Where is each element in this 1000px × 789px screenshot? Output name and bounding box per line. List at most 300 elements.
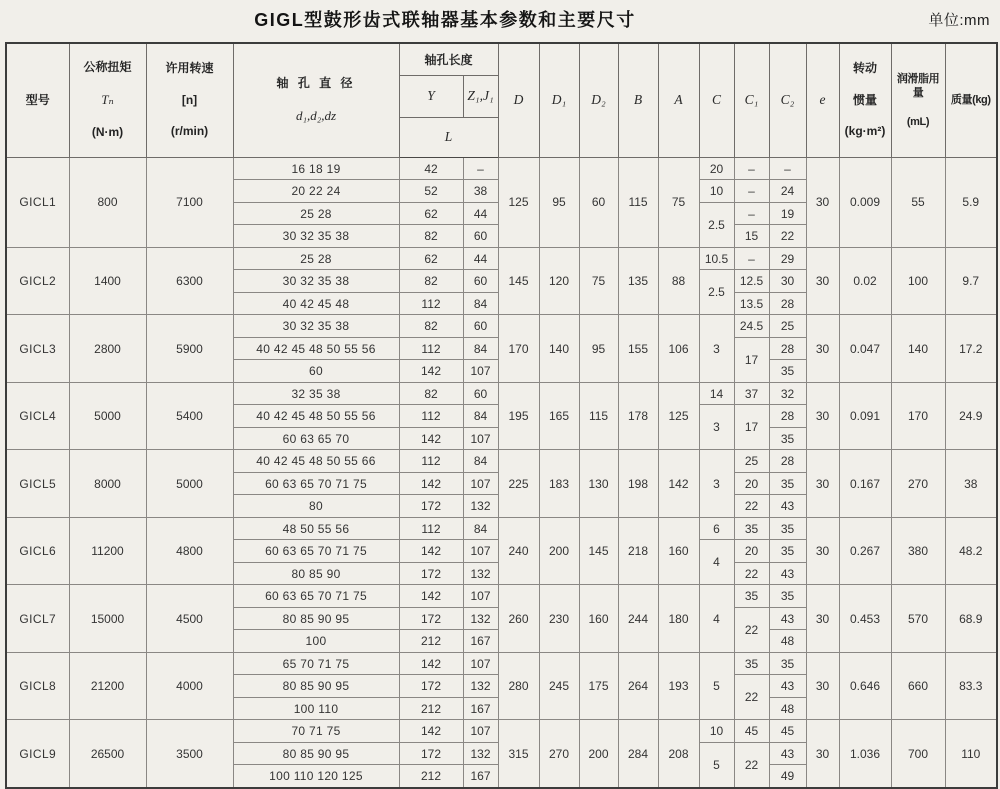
col-header-mass: 质量(kg): [945, 43, 997, 157]
col-header-Y: Y: [399, 76, 463, 118]
cell-A: 180: [658, 585, 699, 653]
col-header-bore-length: 轴孔长度: [399, 43, 498, 76]
cell-C: 3: [699, 450, 734, 518]
cell-C: 2.5: [699, 202, 734, 247]
cell-D: 225: [498, 450, 539, 518]
cell-bore-diameters: 40 42 45 48: [233, 292, 399, 315]
cell-length-Z1J1: 132: [463, 562, 498, 585]
bore-diameter-symbols: d₁,d₂,dz: [295, 107, 337, 123]
cell-C2: 32: [769, 382, 806, 405]
cell-torque: 1400: [69, 247, 146, 315]
cell-bore-diameters: 70 71 75: [233, 720, 399, 743]
torque-unit: (N·m): [91, 125, 124, 140]
cell-length-Y: 212: [399, 765, 463, 788]
cell-A: 125: [658, 382, 699, 450]
cell-length-Z1J1: –: [463, 157, 498, 180]
cell-bore-diameters: 40 42 45 48 50 55 56: [233, 337, 399, 360]
cell-C2: 28: [769, 450, 806, 473]
cell-C2: 35: [769, 652, 806, 675]
cell-length-Y: 112: [399, 405, 463, 428]
col-header-B: B: [618, 43, 658, 157]
cell-inertia: 1.036: [839, 720, 891, 788]
cell-C2: 28: [769, 405, 806, 428]
cell-bore-diameters: 30 32 35 38: [233, 225, 399, 248]
cell-D: 280: [498, 652, 539, 720]
cell-C: 2.5: [699, 270, 734, 315]
table-row: [6, 585, 997, 608]
cell-C1: –: [734, 202, 769, 225]
cell-bore-diameters: 60 63 65 70 71 75: [233, 472, 399, 495]
cell-speed: 4800: [146, 517, 233, 585]
cell-C2: 48: [769, 630, 806, 653]
cell-D1: 270: [539, 720, 579, 788]
col-header-torque: [69, 43, 146, 157]
cell-length-Y: 172: [399, 742, 463, 765]
cell-length-Y: 82: [399, 382, 463, 405]
table-body: [6, 157, 997, 788]
cell-bore-diameters: 80 85 90 95: [233, 607, 399, 630]
cell-D1: 95: [539, 157, 579, 247]
cell-length-Z1J1: 132: [463, 675, 498, 698]
cell-C1: –: [734, 157, 769, 180]
cell-speed: 5900: [146, 315, 233, 383]
cell-inertia: 0.009: [839, 157, 891, 247]
cell-mass: 17.2: [945, 315, 997, 383]
cell-C2: 35: [769, 517, 806, 540]
cell-bore-diameters: 60 63 65 70: [233, 427, 399, 450]
cell-C1: 35: [734, 585, 769, 608]
cell-torque: 26500: [69, 720, 146, 788]
cell-bore-diameters: 30 32 35 38: [233, 270, 399, 293]
cell-C: 10: [699, 720, 734, 743]
cell-e: 30: [806, 585, 839, 653]
cell-length-Z1J1: 132: [463, 495, 498, 518]
cell-length-Z1J1: 107: [463, 540, 498, 563]
cell-bore-diameters: 65 70 71 75: [233, 652, 399, 675]
cell-inertia: 0.267: [839, 517, 891, 585]
cell-C: 10.5: [699, 247, 734, 270]
cell-B: 244: [618, 585, 658, 653]
cell-speed: 4500: [146, 585, 233, 653]
cell-length-Y: 142: [399, 360, 463, 383]
cell-C: 4: [699, 585, 734, 653]
cell-D2: 145: [579, 517, 618, 585]
cell-length-Z1J1: 167: [463, 630, 498, 653]
cell-B: 178: [618, 382, 658, 450]
cell-speed: 7100: [146, 157, 233, 247]
cell-C2: 43: [769, 607, 806, 630]
cell-C1: 35: [734, 652, 769, 675]
cell-mass: 9.7: [945, 247, 997, 315]
cell-D: 315: [498, 720, 539, 788]
cell-C2: 25: [769, 315, 806, 338]
cell-torque: 2800: [69, 315, 146, 383]
cell-C1: 15: [734, 225, 769, 248]
cell-bore-diameters: 20 22 24: [233, 180, 399, 203]
cell-C1: –: [734, 247, 769, 270]
cell-model: GICL9: [6, 720, 69, 788]
cell-A: 142: [658, 450, 699, 518]
cell-C2: 35: [769, 427, 806, 450]
cell-C1: 22: [734, 562, 769, 585]
cell-length-Z1J1: 167: [463, 697, 498, 720]
cell-C2: 28: [769, 292, 806, 315]
cell-mass: 38: [945, 450, 997, 518]
cell-model: GICL6: [6, 517, 69, 585]
cell-length-Z1J1: 107: [463, 652, 498, 675]
cell-length-Z1J1: 60: [463, 225, 498, 248]
cell-model: GICL7: [6, 585, 69, 653]
cell-D2: 115: [579, 382, 618, 450]
cell-C2: 43: [769, 742, 806, 765]
cell-D1: 245: [539, 652, 579, 720]
table-row: [6, 450, 997, 473]
cell-grease: 140: [891, 315, 945, 383]
cell-e: 30: [806, 517, 839, 585]
col-header-D1: D₁: [539, 43, 579, 157]
cell-length-Z1J1: 84: [463, 292, 498, 315]
cell-C2: 28: [769, 337, 806, 360]
cell-C2: –: [769, 157, 806, 180]
cell-C2: 48: [769, 697, 806, 720]
cell-grease: 170: [891, 382, 945, 450]
cell-B: 115: [618, 157, 658, 247]
col-header-L: L: [399, 117, 498, 157]
cell-C1: 35: [734, 517, 769, 540]
cell-D: 240: [498, 517, 539, 585]
cell-grease: 570: [891, 585, 945, 653]
cell-A: 193: [658, 652, 699, 720]
col-header-model: 型号: [6, 43, 69, 157]
cell-D2: 60: [579, 157, 618, 247]
cell-length-Z1J1: 84: [463, 337, 498, 360]
cell-torque: 11200: [69, 517, 146, 585]
cell-C1: 24.5: [734, 315, 769, 338]
cell-bore-diameters: 80 85 90: [233, 562, 399, 585]
cell-D: 195: [498, 382, 539, 450]
cell-bore-diameters: 48 50 55 56: [233, 517, 399, 540]
grease-unit: (mL): [906, 115, 930, 128]
cell-C2: 45: [769, 720, 806, 743]
cell-torque: 8000: [69, 450, 146, 518]
cell-speed: 5000: [146, 450, 233, 518]
page-title: GIGL型鼓形齿式联轴器基本参数和主要尺寸: [254, 10, 636, 30]
cell-D1: 230: [539, 585, 579, 653]
cell-D: 145: [498, 247, 539, 315]
cell-speed: 5400: [146, 382, 233, 450]
cell-D1: 140: [539, 315, 579, 383]
cell-inertia: 0.453: [839, 585, 891, 653]
cell-bore-diameters: 32 35 38: [233, 382, 399, 405]
unit-note: 单位:mm: [928, 12, 990, 29]
cell-length-Z1J1: 107: [463, 472, 498, 495]
cell-C: 3: [699, 315, 734, 383]
cell-mass: 83.3: [945, 652, 997, 720]
cell-speed: 3500: [146, 720, 233, 788]
cell-length-Y: 42: [399, 157, 463, 180]
cell-length-Y: 172: [399, 562, 463, 585]
cell-C1: 22: [734, 495, 769, 518]
cell-C1: 22: [734, 742, 769, 788]
cell-D1: 120: [539, 247, 579, 315]
cell-length-Y: 112: [399, 450, 463, 473]
cell-grease: 55: [891, 157, 945, 247]
cell-C2: 29: [769, 247, 806, 270]
cell-C1: 22: [734, 675, 769, 720]
cell-length-Z1J1: 60: [463, 270, 498, 293]
cell-B: 264: [618, 652, 658, 720]
cell-bore-diameters: 80 85 90 95: [233, 742, 399, 765]
cell-D: 170: [498, 315, 539, 383]
cell-C2: 19: [769, 202, 806, 225]
torque-symbol: Tₙ: [101, 91, 114, 107]
speed-label: 许用转速: [165, 60, 214, 75]
parameters-table: [5, 42, 998, 789]
cell-torque: 21200: [69, 652, 146, 720]
cell-inertia: 0.167: [839, 450, 891, 518]
cell-e: 30: [806, 450, 839, 518]
cell-A: 106: [658, 315, 699, 383]
cell-grease: 100: [891, 247, 945, 315]
cell-C2: 43: [769, 562, 806, 585]
cell-e: 30: [806, 157, 839, 247]
cell-torque: 5000: [69, 382, 146, 450]
cell-length-Y: 112: [399, 517, 463, 540]
cell-length-Z1J1: 107: [463, 720, 498, 743]
col-header-C1: C₁: [734, 43, 769, 157]
cell-length-Y: 52: [399, 180, 463, 203]
table-row: [6, 517, 997, 540]
cell-length-Z1J1: 44: [463, 202, 498, 225]
cell-length-Z1J1: 107: [463, 427, 498, 450]
cell-C2: 30: [769, 270, 806, 293]
cell-model: GICL8: [6, 652, 69, 720]
cell-length-Z1J1: 84: [463, 517, 498, 540]
grease-label: 润滑脂用量: [896, 72, 940, 99]
cell-C1: 20: [734, 472, 769, 495]
cell-length-Y: 212: [399, 630, 463, 653]
cell-A: 208: [658, 720, 699, 788]
cell-bore-diameters: 100: [233, 630, 399, 653]
cell-length-Z1J1: 107: [463, 585, 498, 608]
cell-grease: 660: [891, 652, 945, 720]
cell-mass: 24.9: [945, 382, 997, 450]
col-header-grease: [891, 43, 945, 157]
cell-inertia: 0.646: [839, 652, 891, 720]
cell-bore-diameters: 25 28: [233, 202, 399, 225]
inertia-label-1: 转动: [853, 60, 878, 75]
table-row: [6, 382, 997, 405]
cell-length-Y: 82: [399, 315, 463, 338]
cell-C: 6: [699, 517, 734, 540]
cell-C: 20: [699, 157, 734, 180]
col-header-bore-diameter: [233, 43, 399, 157]
cell-model: GICL1: [6, 157, 69, 247]
cell-A: 75: [658, 157, 699, 247]
cell-C: 5: [699, 742, 734, 788]
cell-D1: 165: [539, 382, 579, 450]
cell-length-Y: 142: [399, 427, 463, 450]
cell-length-Y: 172: [399, 607, 463, 630]
cell-D: 260: [498, 585, 539, 653]
cell-grease: 380: [891, 517, 945, 585]
cell-bore-diameters: 16 18 19: [233, 157, 399, 180]
speed-symbol: [n]: [181, 92, 198, 107]
inertia-unit: (kg·m²): [844, 124, 886, 139]
table-row: [6, 157, 997, 180]
cell-speed: 4000: [146, 652, 233, 720]
cell-grease: 270: [891, 450, 945, 518]
cell-bore-diameters: 60 63 65 70 71 75: [233, 585, 399, 608]
cell-C2: 24: [769, 180, 806, 203]
col-header-speed: [146, 43, 233, 157]
cell-D2: 175: [579, 652, 618, 720]
cell-D2: 95: [579, 315, 618, 383]
col-header-inertia: [839, 43, 891, 157]
cell-C1: –: [734, 180, 769, 203]
cell-bore-diameters: 100 110: [233, 697, 399, 720]
cell-D2: 75: [579, 247, 618, 315]
cell-C2: 43: [769, 675, 806, 698]
cell-length-Z1J1: 60: [463, 315, 498, 338]
cell-bore-diameters: 80 85 90 95: [233, 675, 399, 698]
cell-length-Y: 82: [399, 270, 463, 293]
cell-mass: 110: [945, 720, 997, 788]
cell-D: 125: [498, 157, 539, 247]
cell-e: 30: [806, 720, 839, 788]
cell-model: GICL5: [6, 450, 69, 518]
cell-length-Y: 212: [399, 697, 463, 720]
cell-C: 10: [699, 180, 734, 203]
cell-D1: 183: [539, 450, 579, 518]
cell-e: 30: [806, 382, 839, 450]
cell-C1: 12.5: [734, 270, 769, 293]
cell-C2: 35: [769, 360, 806, 383]
cell-B: 198: [618, 450, 658, 518]
table-row: [6, 652, 997, 675]
cell-length-Y: 62: [399, 247, 463, 270]
cell-torque: 800: [69, 157, 146, 247]
cell-e: 30: [806, 315, 839, 383]
cell-C: 14: [699, 382, 734, 405]
table-header: [6, 43, 997, 157]
cell-torque: 15000: [69, 585, 146, 653]
cell-model: GICL3: [6, 315, 69, 383]
cell-C2: 49: [769, 765, 806, 788]
cell-length-Y: 82: [399, 225, 463, 248]
cell-length-Z1J1: 44: [463, 247, 498, 270]
cell-bore-diameters: 80: [233, 495, 399, 518]
cell-bore-diameters: 30 32 35 38: [233, 315, 399, 338]
cell-speed: 6300: [146, 247, 233, 315]
col-header-C: C: [699, 43, 734, 157]
bore-diameter-label: 轴 孔 直 径: [276, 76, 356, 91]
cell-length-Z1J1: 84: [463, 450, 498, 473]
cell-C2: 22: [769, 225, 806, 248]
col-header-e: e: [806, 43, 839, 157]
speed-unit: (r/min): [170, 124, 209, 139]
cell-C1: 20: [734, 540, 769, 563]
cell-inertia: 0.02: [839, 247, 891, 315]
cell-e: 30: [806, 652, 839, 720]
cell-C1: 37: [734, 382, 769, 405]
cell-length-Z1J1: 38: [463, 180, 498, 203]
cell-length-Y: 142: [399, 585, 463, 608]
cell-length-Y: 62: [399, 202, 463, 225]
cell-C1: 25: [734, 450, 769, 473]
cell-length-Z1J1: 60: [463, 382, 498, 405]
cell-e: 30: [806, 247, 839, 315]
cell-D2: 200: [579, 720, 618, 788]
cell-C: 4: [699, 540, 734, 585]
cell-model: GICL2: [6, 247, 69, 315]
cell-inertia: 0.091: [839, 382, 891, 450]
cell-B: 155: [618, 315, 658, 383]
cell-A: 88: [658, 247, 699, 315]
cell-C2: 43: [769, 495, 806, 518]
cell-C1: 17: [734, 337, 769, 382]
inertia-label-2: 惯量: [853, 92, 878, 107]
cell-bore-diameters: 40 42 45 48 50 55 66: [233, 450, 399, 473]
cell-C: 3: [699, 405, 734, 450]
table-row: [6, 315, 997, 338]
cell-D2: 130: [579, 450, 618, 518]
cell-D2: 160: [579, 585, 618, 653]
cell-mass: 48.2: [945, 517, 997, 585]
col-header-C2: C₂: [769, 43, 806, 157]
cell-C: 5: [699, 652, 734, 720]
cell-A: 160: [658, 517, 699, 585]
cell-inertia: 0.047: [839, 315, 891, 383]
cell-bore-diameters: 40 42 45 48 50 55 56: [233, 405, 399, 428]
cell-length-Y: 142: [399, 472, 463, 495]
cell-B: 218: [618, 517, 658, 585]
cell-length-Z1J1: 107: [463, 360, 498, 383]
cell-bore-diameters: 25 28: [233, 247, 399, 270]
cell-length-Y: 142: [399, 540, 463, 563]
cell-C2: 35: [769, 585, 806, 608]
cell-C1: 17: [734, 405, 769, 450]
cell-C2: 35: [769, 540, 806, 563]
cell-length-Y: 172: [399, 495, 463, 518]
torque-label: 公称扭矩: [83, 60, 132, 75]
table-row: [6, 247, 997, 270]
table-row: [6, 720, 997, 743]
cell-length-Z1J1: 132: [463, 607, 498, 630]
cell-C1: 22: [734, 607, 769, 652]
col-header-D2: D₂: [579, 43, 618, 157]
col-header-Z1J1: Z₁,J₁: [463, 76, 498, 118]
cell-bore-diameters: 60: [233, 360, 399, 383]
cell-C1: 13.5: [734, 292, 769, 315]
cell-grease: 700: [891, 720, 945, 788]
cell-length-Y: 142: [399, 720, 463, 743]
cell-B: 284: [618, 720, 658, 788]
cell-mass: 5.9: [945, 157, 997, 247]
col-header-D: D: [498, 43, 539, 157]
cell-bore-diameters: 100 110 120 125: [233, 765, 399, 788]
cell-length-Y: 112: [399, 337, 463, 360]
cell-C2: 35: [769, 472, 806, 495]
col-header-A: A: [658, 43, 699, 157]
cell-C1: 45: [734, 720, 769, 743]
cell-bore-diameters: 60 63 65 70 71 75: [233, 540, 399, 563]
cell-length-Z1J1: 167: [463, 765, 498, 788]
cell-length-Y: 142: [399, 652, 463, 675]
cell-length-Y: 172: [399, 675, 463, 698]
cell-D1: 200: [539, 517, 579, 585]
cell-length-Z1J1: 84: [463, 405, 498, 428]
